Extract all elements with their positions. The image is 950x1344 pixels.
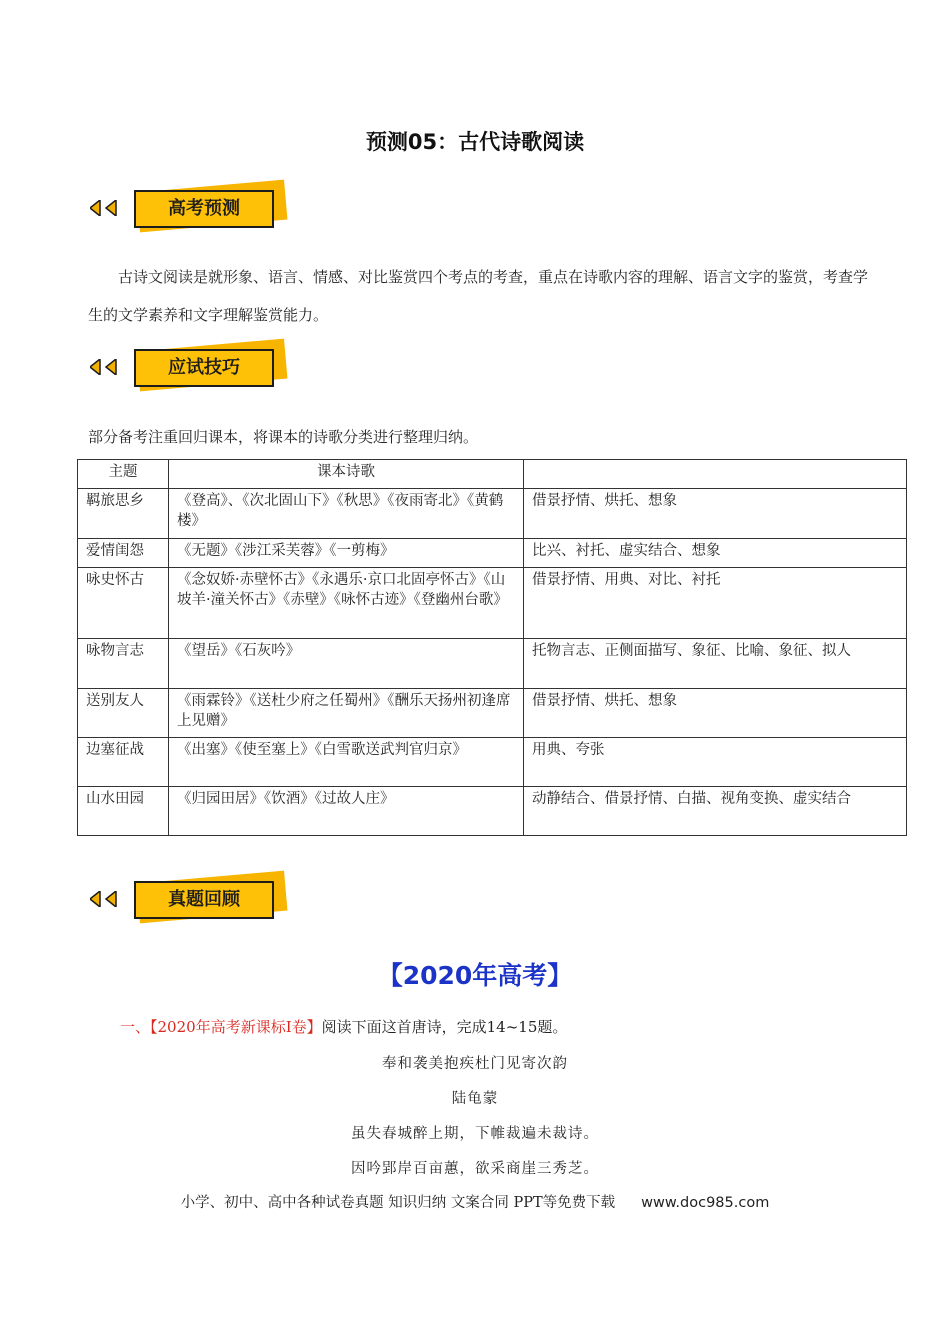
section-badge: 高考预测 — [134, 190, 274, 228]
poems-cell: 《雨霖铃》《送杜少府之任蜀州》《酬乐天扬州初逢席上见赠》 — [169, 689, 524, 738]
poems-cell: 《登高》、《次北固山下》《秋思》《夜雨寄北》《黄鹤楼》 — [169, 489, 524, 539]
section-header-predict — [90, 184, 300, 244]
poems-cell: 《无题》《涉江采芙蓉》《一剪梅》 — [169, 539, 524, 568]
theme-cell: 爱情闺怨 — [78, 539, 169, 568]
poems-cell: 《望岳》《石灰吟》 — [169, 639, 524, 689]
double-left-arrow-icon — [90, 359, 126, 375]
question-text: 阅读下面这首唐诗，完成14~15题。 — [321, 1018, 568, 1036]
theme-cell: 送别友人 — [78, 689, 169, 738]
theme-cell: 咏史怀古 — [78, 568, 169, 639]
methods-cell: 借景抒情、用典、对比、衬托 — [524, 568, 907, 639]
methods-cell: 借景抒情、烘托、想象 — [524, 689, 907, 738]
theme-cell: 边塞征战 — [78, 738, 169, 787]
poems-cell: 《归园田居》《饮酒》《过故人庄》 — [169, 787, 524, 836]
poems-cell: 《出塞》《使至塞上》《白雪歌送武判官归京》 — [169, 738, 524, 787]
header-cell: 主题 — [78, 460, 169, 489]
theme-cell: 咏物言志 — [78, 639, 169, 689]
table-row — [78, 639, 907, 689]
table-row — [78, 689, 907, 738]
intro-text: 古诗文阅读是就形象、语言、情感、对比鉴赏四个考点的考查，重点在诗歌内容的理解、语言文字的鉴赏，考查学生的文学素养和文字理解鉴赏能力。 — [88, 268, 869, 324]
page-title: 预测05：古代诗歌阅读 — [365, 130, 585, 154]
question-number: 一、 — [120, 1018, 151, 1036]
section-header-skills — [90, 343, 300, 403]
question-source: 【2020年高考新课标Ⅰ卷】 — [150, 1018, 322, 1036]
section-badge: 真题回顾 — [134, 881, 274, 919]
header-cell — [524, 460, 907, 489]
poem-line-2: 因吟郢岸百亩蕙，欲采商崖三秀芝。 — [351, 1161, 599, 1177]
poem-classification-table — [77, 459, 907, 836]
double-left-arrow-icon — [90, 200, 126, 216]
header-cell: 课本诗歌 — [169, 460, 524, 489]
methods-cell: 借景抒情、烘托、想象 — [524, 489, 907, 539]
table-row — [78, 489, 907, 539]
intro-paragraph — [88, 258, 868, 334]
footer-site: www.doc985.com — [641, 1195, 770, 1211]
methods-cell: 动静结合、借景抒情、白描、视角变换、虚实结合 — [524, 787, 907, 836]
footer-text: 小学、初中、高中各种试卷真题 知识归纳 文案合同 PPT等免费下载 — [180, 1195, 616, 1211]
table-row — [78, 539, 907, 568]
double-left-arrow-icon — [90, 891, 126, 907]
methods-cell: 比兴、衬托、虚实结合、想象 — [524, 539, 907, 568]
poem-title: 奉和袭美抱疾杜门见寄次韵 — [382, 1056, 568, 1072]
theme-cell: 山水田园 — [78, 787, 169, 836]
methods-cell: 用典、夸张 — [524, 738, 907, 787]
poems-cell: 《念奴娇·赤壁怀古》《永遇乐·京口北固亭怀古》《山坡羊·潼关怀古》《赤壁》《咏怀古迹》《登幽州台歌》 — [169, 568, 524, 639]
skills-paragraph: 部分备考注重回归课本，将课本的诗歌分类进行整理归纳。 — [88, 428, 479, 446]
year-heading: 【2020年高考】 — [377, 961, 573, 990]
table-row — [78, 787, 907, 836]
table-header-row — [78, 460, 907, 489]
theme-cell: 羁旅思乡 — [78, 489, 169, 539]
table-row — [78, 738, 907, 787]
table-row — [78, 568, 907, 639]
footer — [0, 1191, 950, 1212]
section-badge: 应试技巧 — [134, 349, 274, 387]
poem-line-1: 虽失春城醉上期，下帷裁遍未裁诗。 — [351, 1126, 599, 1142]
section-header-review — [90, 875, 300, 935]
question-line — [120, 1016, 567, 1037]
poem-author: 陆龟蒙 — [451, 1091, 499, 1107]
methods-cell: 托物言志、正侧面描写、象征、比喻、象征、拟人 — [524, 639, 907, 689]
